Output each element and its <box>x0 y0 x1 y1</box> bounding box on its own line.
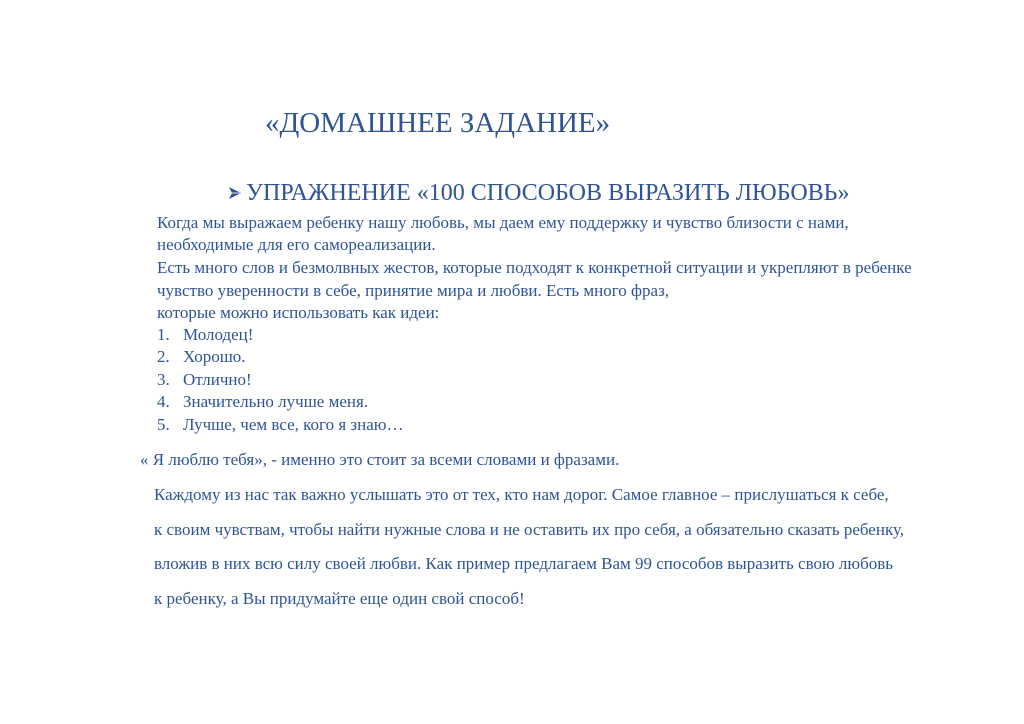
list-number: 2. <box>157 347 170 366</box>
intro-line: Когда мы выражаем ребенку нашу любовь, мы даем ему поддержку и чувство близости с нами, <box>157 213 849 232</box>
phrase-text: Значительно лучше меня. <box>183 392 369 411</box>
list-number: 5. <box>157 415 170 434</box>
phrase-list-item <box>157 347 246 367</box>
phrase-text: Лучше, чем все, кого я знаю… <box>183 415 404 434</box>
page-title: «ДОМАШНЕЕ ЗАДАНИЕ» <box>265 107 611 139</box>
closing-line: к своим чувствам, чтобы найти нужные слова и не оставить их про себя, а обязательно сказать ребенку, <box>154 520 905 539</box>
closing-lead: « Я люблю тебя», - именно это стоит за всеми словами и фразами. <box>140 450 620 469</box>
intro-line: чувство уверенности в себе, принятие мира и любви. Есть много фраз, <box>157 281 670 300</box>
intro-line: необходимые для его самореализации. <box>157 235 436 254</box>
closing-line: к ребенку, а Вы придумайте еще один свой способ! <box>154 589 525 608</box>
closing-line: Каждому из нас так важно услышать это от тех, кто нам дорог. Самое главное – прислушаться к себе, <box>154 485 889 504</box>
list-number: 4. <box>157 392 170 411</box>
phrase-list-item <box>157 392 368 412</box>
exercise-title: УПРАЖНЕНИЕ «100 СПОСОБОВ ВЫРАЗИТЬ ЛЮБОВЬ» <box>246 180 850 206</box>
phrase-text: Молодец! <box>183 325 254 344</box>
phrase-list-item <box>157 325 253 345</box>
phrase-text: Хорошо. <box>183 347 246 366</box>
intro-line: Есть много слов и безмолвных жестов, которые подходят к конкретной ситуации и укрепляют в ребенке <box>157 258 912 277</box>
arrow-bullet-icon <box>228 186 242 200</box>
list-number: 3. <box>157 370 170 389</box>
closing-line: вложив в них всю силу своей любви. Как пример предлагаем Вам 99 способов выразить свою любовь <box>154 554 894 573</box>
intro-line: которые можно использовать как идеи: <box>157 303 440 322</box>
list-number: 1. <box>157 325 170 344</box>
phrase-list-item <box>157 415 403 435</box>
phrase-text: Отлично! <box>183 370 252 389</box>
phrase-list-item <box>157 370 252 390</box>
